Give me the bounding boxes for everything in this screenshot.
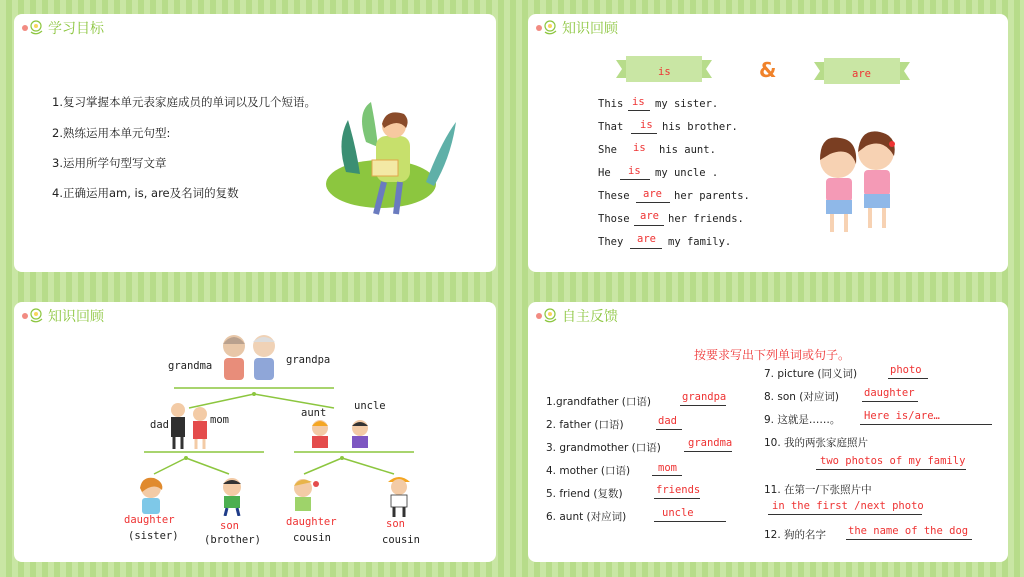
ribbon-is-label: is [658, 66, 671, 78]
label-sister: (sister) [128, 530, 179, 542]
blank-line [684, 451, 732, 452]
blank-line [652, 475, 682, 476]
sentence-2-post: his brother. [662, 121, 738, 133]
goal-item-1: 1.复习掌握本单元表家庭成员的单词以及几个短语。 [52, 95, 316, 109]
sentence-3-post: his aunt. [659, 144, 716, 156]
question-6: 6. aunt (对应词) [546, 511, 627, 523]
label-daughter-2: daughter [286, 516, 337, 528]
son-illustration [214, 476, 250, 516]
question-2: 2. father (口语) [546, 419, 624, 431]
sentence-4-pre: He [598, 167, 611, 179]
answer-6: uncle [662, 507, 694, 519]
sentence-7-pre: They [598, 236, 624, 248]
blank-line [656, 429, 682, 430]
ampersand: & [759, 58, 777, 82]
question-4: 4. mother (口语) [546, 465, 631, 477]
question-10: 10. 我的两张家庭照片 [764, 437, 869, 449]
label-mom: mom [210, 414, 229, 426]
question-5: 5. friend (复数) [546, 488, 623, 500]
question-3: 3. grandmother (口语) [546, 442, 661, 454]
sentence-1-answer: is [632, 96, 645, 108]
girl-reading-illustration [326, 102, 466, 220]
panel-header [20, 18, 104, 38]
answer-2: dad [658, 415, 677, 427]
blank-line [680, 405, 726, 406]
answer-3: grandma [688, 437, 733, 449]
answer-12: the name of the dog [848, 525, 969, 537]
answer-9: Here is/are… [864, 410, 940, 422]
blank-line [636, 202, 670, 203]
aunt-uncle-illustration [308, 418, 374, 448]
panel-title: 自主反馈 [562, 309, 618, 325]
answer-8: daughter [864, 387, 915, 399]
goal-item-3: 3.运用所学句型写文章 [52, 156, 167, 170]
blank-line [860, 424, 992, 425]
question-1: 1.grandfather (口语) [546, 396, 651, 408]
panel-review-is-are [528, 14, 1008, 272]
label-cousin-1: cousin [293, 532, 331, 544]
sentence-1-post: my sister. [655, 98, 719, 110]
panel-learning-goals [14, 14, 496, 272]
exercise-header: 按要求写出下列单词或句子。 [694, 348, 851, 362]
sentence-2-answer: is [640, 119, 653, 131]
panel-header [534, 18, 618, 38]
question-11: 11. 在第一/下张照片中 [764, 484, 872, 496]
label-grandma: grandma [168, 360, 213, 372]
sentence-5-pre: These [598, 190, 630, 202]
blank-line [816, 469, 966, 470]
label-son-2: son [386, 518, 405, 530]
flower-logo-icon [20, 19, 46, 37]
panel-header [534, 306, 618, 326]
daughter-illustration [132, 476, 170, 516]
sentence-3-answer: is [633, 142, 646, 154]
blank-line [846, 539, 972, 540]
blank-line [620, 179, 650, 180]
blank-line [862, 401, 918, 402]
panel-title: 知识回顾 [48, 309, 104, 325]
panel-title: 知识回顾 [562, 21, 618, 37]
label-cousin-2: cousin [382, 534, 420, 546]
panel-self-check [528, 302, 1008, 562]
label-uncle: uncle [354, 400, 386, 412]
grandparents-illustration [218, 332, 284, 386]
label-grandpa: grandpa [286, 354, 331, 366]
answer-10: two photos of my family [820, 455, 966, 467]
blank-line [628, 110, 650, 111]
panel-title: 学习目标 [48, 21, 104, 37]
panel-family-tree [14, 302, 496, 562]
blank-line [654, 521, 726, 522]
sentence-4-answer: is [628, 165, 641, 177]
ribbon-are-label: are [852, 68, 871, 80]
sentence-2-pre: That [598, 121, 624, 133]
label-daughter-1: daughter [124, 514, 175, 526]
blank-line [888, 378, 928, 379]
answer-5: friends [656, 484, 701, 496]
sentence-5-post: her parents. [674, 190, 750, 202]
cousin-daughter-illustration [286, 476, 322, 516]
label-son-1: son [220, 520, 239, 532]
question-12: 12. 狗的名字 [764, 529, 827, 541]
blank-line [631, 133, 657, 134]
answer-11: in the first /next photo [772, 500, 924, 512]
label-aunt: aunt [301, 407, 327, 419]
flower-logo-icon [534, 19, 560, 37]
parents-illustration [168, 402, 212, 450]
blank-line [654, 498, 700, 499]
sentence-4-post: my uncle . [655, 167, 719, 179]
question-7: 7. picture (同义词) [764, 368, 858, 380]
two-girls-illustration [810, 124, 906, 236]
question-8: 8. son (对应词) [764, 391, 839, 403]
cousin-son-illustration [382, 472, 416, 518]
goal-item-2: 2.熟练运用本单元句型: [52, 126, 171, 140]
sentence-6-answer: are [640, 210, 659, 222]
sentence-6-post: her friends. [668, 213, 744, 225]
label-dad: dad [150, 419, 169, 431]
goal-item-4: 4.正确运用am, is, are及名词的复数 [52, 186, 239, 200]
sentence-7-post: my family. [668, 236, 732, 248]
sentence-5-answer: are [643, 188, 662, 200]
label-brother: (brother) [204, 534, 261, 546]
question-9: 9. 这就是……。 [764, 414, 841, 426]
blank-line [634, 225, 664, 226]
answer-7: photo [890, 364, 922, 376]
sentence-7-answer: are [637, 233, 656, 245]
sentence-1-pre: This [598, 98, 624, 110]
answer-1: grandpa [682, 391, 727, 403]
blank-line [630, 248, 662, 249]
blank-line [768, 514, 922, 515]
answer-4: mom [658, 462, 677, 474]
flower-logo-icon [534, 307, 560, 325]
sentence-3-pre: She [598, 144, 617, 156]
sentence-6-pre: Those [598, 213, 630, 225]
